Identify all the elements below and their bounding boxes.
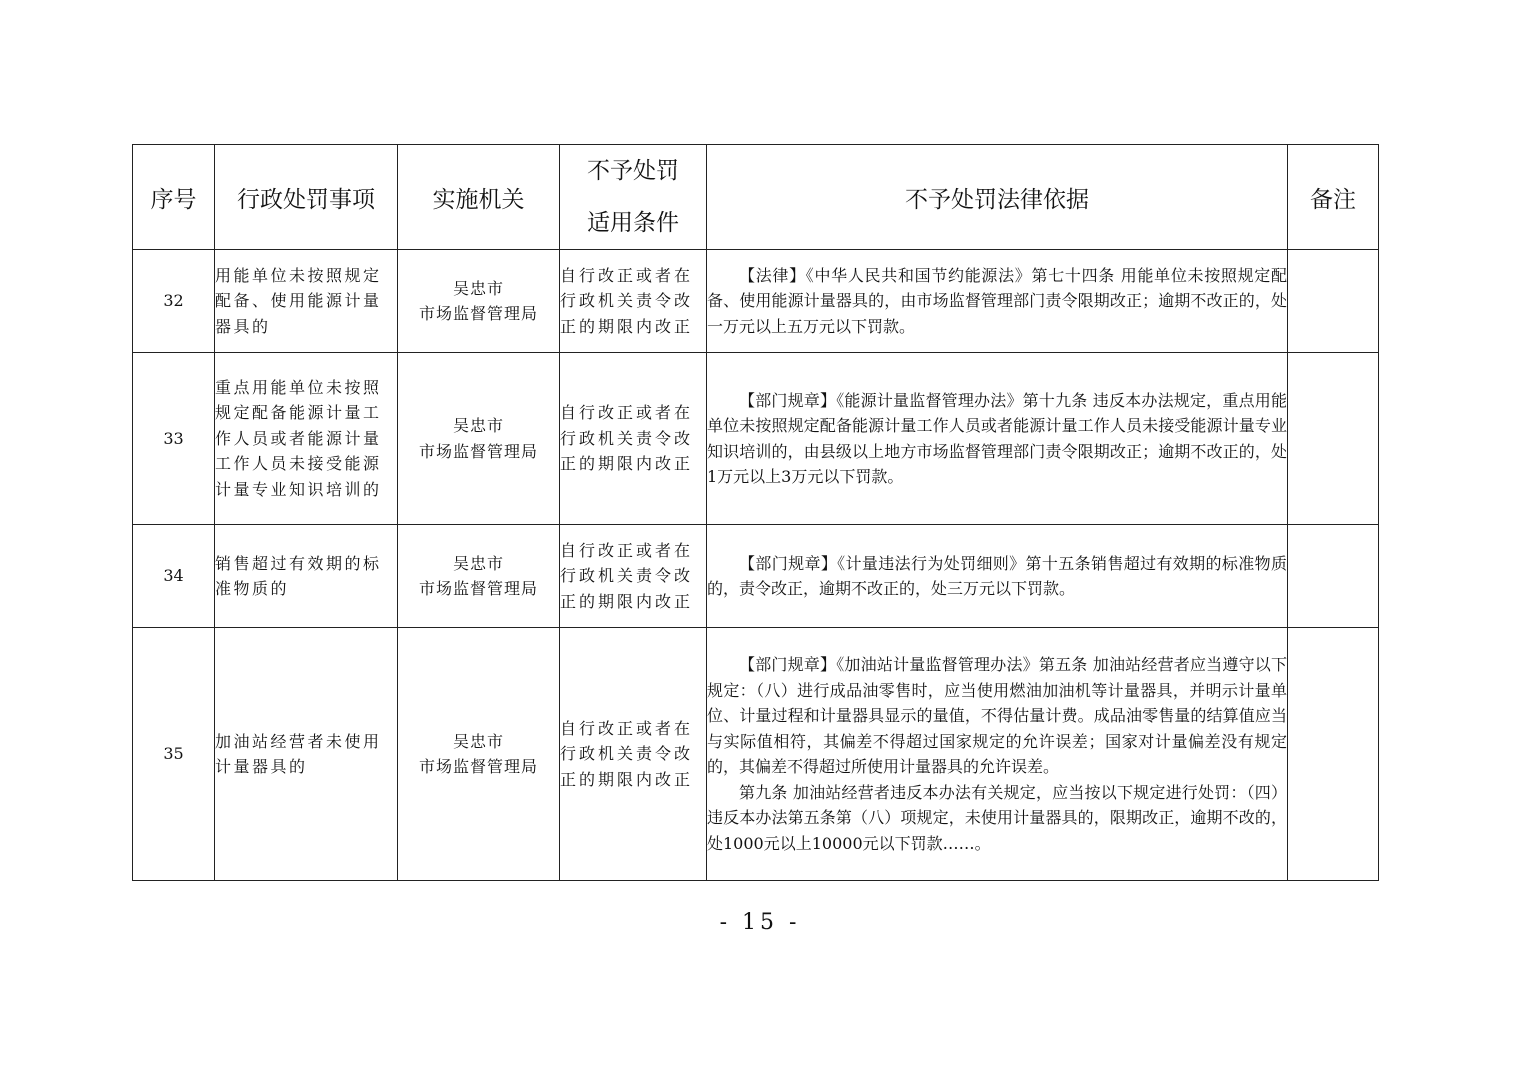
agency-line2: 市场监督管理局 [418, 441, 538, 461]
row-seq: 34 [133, 525, 215, 628]
agency-line2: 市场监督管理局 [418, 579, 538, 598]
row-agency [398, 250, 560, 353]
agency-line1: 吴忠市 [452, 731, 504, 751]
row-agency [398, 628, 560, 881]
agency-line1: 吴忠市 [452, 553, 504, 573]
page-number: - 15 - [719, 910, 801, 935]
row-agency [398, 525, 560, 628]
basis-paragraph: 【部门规章】《加油站计量监督管理办法》第五条 加油站经营者应当遵守以下规定：（八）进行成品油零售时，应当使用燃油加油机等计量器具，并明示计量单位、计量过程和计量器具显示的量值，不得估量计费。成品油零售量的结算值应当与实际值相符，其偏差不得超过国家规定的允许误差；国家对计量偏差没有规定的，其偏差不得超过所使用计量器具的允许误差。 [707, 655, 1287, 776]
agency-line2: 市场监督管理局 [418, 304, 538, 323]
row-seq: 33 [133, 353, 215, 525]
basis-paragraph: 第九条 加油站经营者违反本办法有关规定，应当按以下规定进行处罚：（四）违反本办法第五条第（八）项规定，未使用计量器具的，限期改正，逾期不改的，处1000元以上10000元以下罚款……。 [707, 782, 1287, 853]
row-condition: 自行改正或者在行政机关责令改正的期限内改正 [560, 353, 707, 525]
agency-line1: 吴忠市 [452, 416, 504, 435]
row-basis [707, 525, 1288, 628]
agency-line1: 吴忠市 [452, 278, 504, 298]
table-row [133, 628, 1379, 881]
row-basis [707, 628, 1288, 881]
row-condition: 自行改正或者在行政机关责令改正的期限内改正 [560, 628, 707, 881]
header-row [133, 145, 1379, 250]
agency-line2: 市场监督管理局 [418, 757, 538, 776]
header-basis: 不予处罚法律依据 [707, 145, 1288, 250]
row-note [1288, 353, 1379, 525]
row-item: 销售超过有效期的标准物质的 [215, 525, 398, 628]
header-condition-line2: 适用条件 [587, 210, 679, 236]
header-note: 备注 [1288, 145, 1379, 250]
header-condition-line1: 不予处罚 [587, 158, 679, 184]
row-seq: 32 [133, 250, 215, 353]
header-seq: 序号 [133, 145, 215, 250]
penalty-table [132, 144, 1379, 881]
row-item: 加油站经营者未使用计量器具的 [215, 628, 398, 881]
header-condition [560, 145, 707, 250]
row-basis [707, 353, 1288, 525]
basis-paragraph: 【部门规章】《能源计量监督管理办法》第十九条 违反本办法规定，重点用能单位未按照规定配备能源计量工作人员或者能源计量工作人员未接受能源计量专业知识培训的，由县级以上地方市场监督管理部门责令限期改正；逾期不改正的，处1万元以上3万元以下罚款。 [707, 390, 1287, 486]
table-row [133, 353, 1379, 525]
header-item: 行政处罚事项 [215, 145, 398, 250]
row-note [1288, 628, 1379, 881]
row-basis [707, 250, 1288, 353]
row-condition: 自行改正或者在行政机关责令改正的期限内改正 [560, 250, 707, 353]
table-row [133, 525, 1379, 628]
row-item: 重点用能单位未按照规定配备能源计量工作人员或者能源计量工作人员未接受能源计量专业知识培训的 [215, 353, 398, 525]
row-note [1288, 250, 1379, 353]
row-agency [398, 353, 560, 525]
basis-paragraph: 【部门规章】《计量违法行为处罚细则》第十五条销售超过有效期的标准物质的，责令改正，逾期不改正的，处三万元以下罚款。 [707, 553, 1287, 598]
basis-paragraph: 【法律】《中华人民共和国节约能源法》第七十四条 用能单位未按照规定配备、使用能源计量器具的，由市场监督管理部门责令限期改正；逾期不改正的，处一万元以上五万元以下罚款。 [707, 265, 1287, 336]
row-seq: 35 [133, 628, 215, 881]
row-condition: 自行改正或者在行政机关责令改正的期限内改正 [560, 525, 707, 628]
header-agency: 实施机关 [398, 145, 560, 250]
row-item: 用能单位未按照规定配备、使用能源计量器具的 [215, 250, 398, 353]
row-note [1288, 525, 1379, 628]
table-row [133, 250, 1379, 353]
